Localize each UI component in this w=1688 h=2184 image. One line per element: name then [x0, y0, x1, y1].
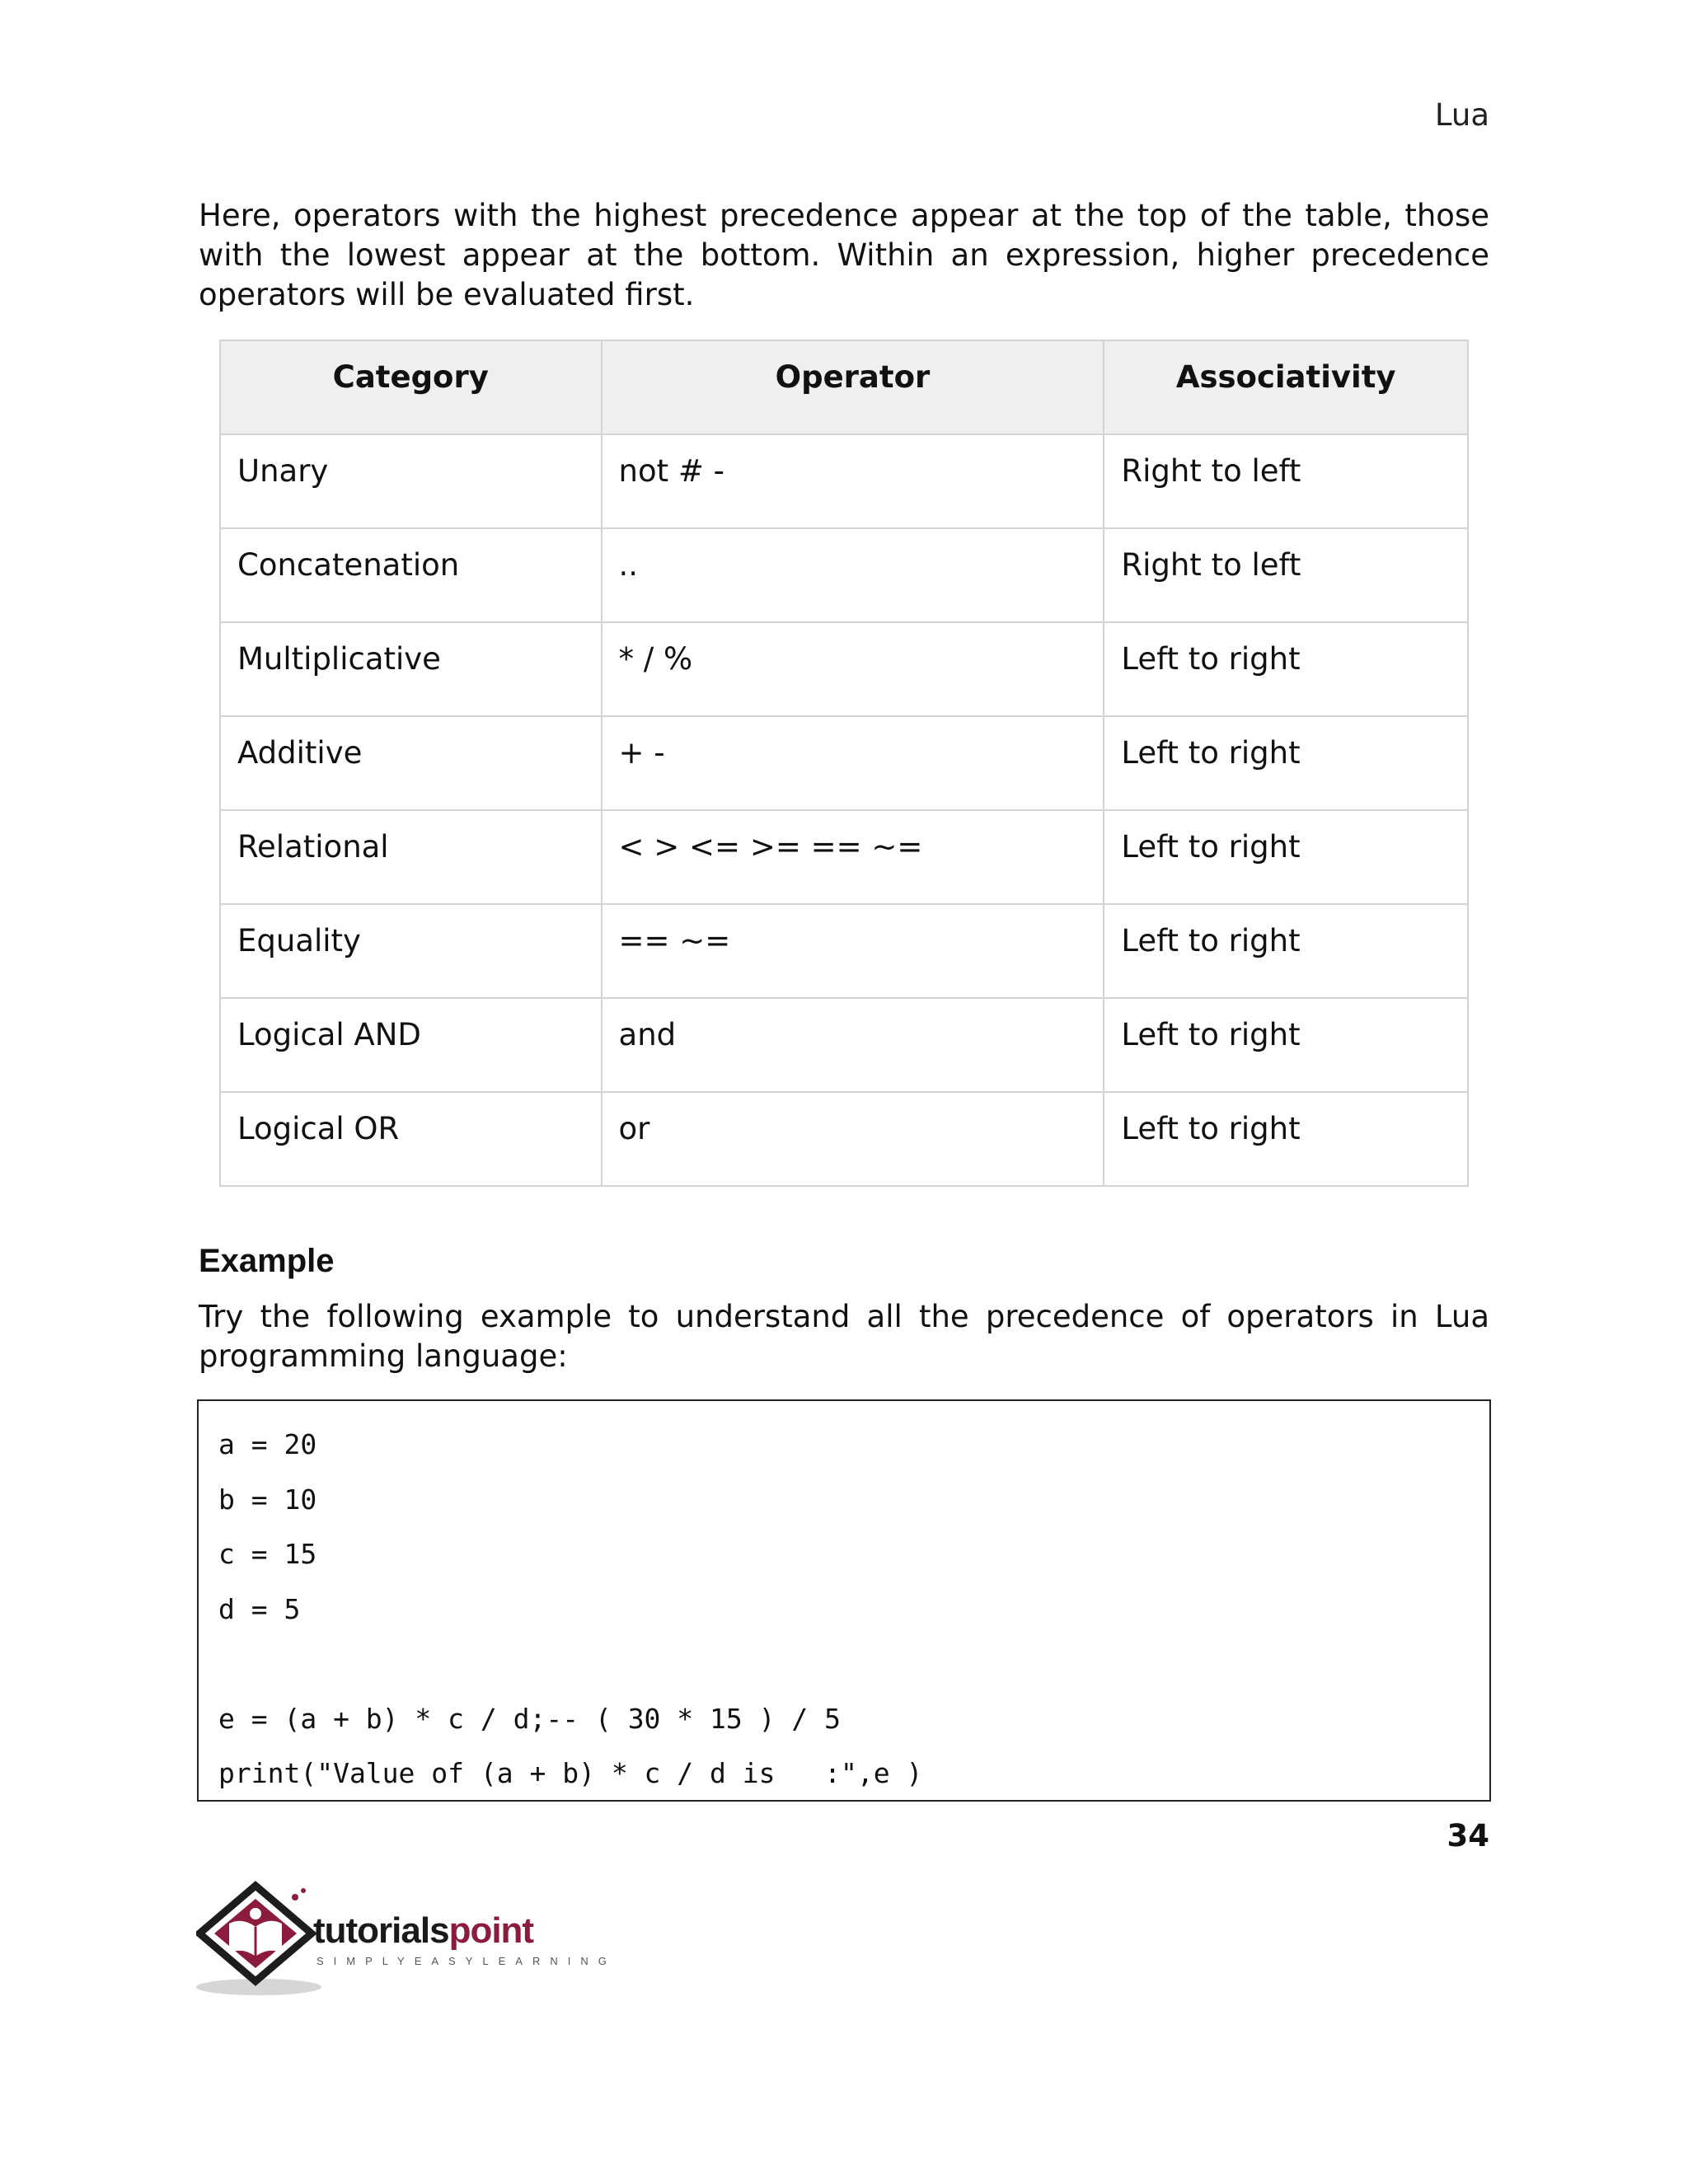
- table-row: [220, 434, 1468, 528]
- code-line: e = (a + b) * c / d;-- ( 30 * 15 ) / 5: [218, 1702, 841, 1735]
- example-description: Try the following example to understand all the precedence of operators in Lua programming language:: [199, 1299, 1489, 1374]
- logo-wordmark: [313, 1910, 533, 1952]
- operator-cell: == ~=: [602, 904, 1104, 998]
- page-header-title: Lua: [1434, 97, 1489, 133]
- code-line: print("Value of (a + b) * c / d is :",e ): [218, 1757, 923, 1789]
- category-cell: Concatenation: [220, 528, 602, 622]
- operator-cell: ..: [602, 528, 1104, 622]
- code-line: c = 15: [218, 1538, 317, 1570]
- table-row: [220, 904, 1468, 998]
- example-heading: Example: [199, 1243, 335, 1279]
- associativity-cell: Left to right: [1104, 998, 1468, 1092]
- table-row: [220, 622, 1468, 716]
- table-row: [220, 998, 1468, 1092]
- associativity-cell: Right to left: [1104, 434, 1468, 528]
- table-row: [220, 528, 1468, 622]
- operator-cell: + -: [602, 716, 1104, 810]
- operator-cell: or: [602, 1092, 1104, 1186]
- precedence-table: [219, 340, 1469, 1187]
- logo-book-icon: [196, 1877, 328, 2001]
- code-line: d = 5: [218, 1592, 301, 1625]
- code-block[interactable]: [197, 1399, 1491, 1802]
- associativity-cell: Left to right: [1104, 810, 1468, 904]
- operator-cell: < > <= >= == ~=: [602, 810, 1104, 904]
- category-cell: Multiplicative: [220, 622, 602, 716]
- intro-paragraph: Here, operators with the highest precedence appear at the top of the table, those with the lowest appear at the bottom. Within an expression, higher precedence operators will be evaluated first.: [199, 198, 1489, 312]
- code-line: a = 20: [218, 1428, 317, 1460]
- column-header-category: Category: [220, 340, 602, 434]
- table-row: [220, 810, 1468, 904]
- operator-cell: * / %: [602, 622, 1104, 716]
- page-number: 34: [1447, 1818, 1489, 1854]
- associativity-cell: Right to left: [1104, 528, 1468, 622]
- category-cell: Logical OR: [220, 1092, 602, 1186]
- associativity-cell: Left to right: [1104, 716, 1468, 810]
- table-row: [220, 716, 1468, 810]
- code-line: b = 10: [218, 1483, 317, 1516]
- operator-cell: and: [602, 998, 1104, 1092]
- associativity-cell: Left to right: [1104, 904, 1468, 998]
- category-cell: Logical AND: [220, 998, 602, 1092]
- category-cell: Relational: [220, 810, 602, 904]
- associativity-cell: Left to right: [1104, 622, 1468, 716]
- logo-tagline: SIMPLYEASYLEARNING: [316, 1955, 617, 1967]
- operator-cell: not # -: [602, 434, 1104, 528]
- column-header-operator: Operator: [602, 340, 1104, 434]
- associativity-cell: Left to right: [1104, 1092, 1468, 1186]
- column-header-associativity: Associativity: [1104, 340, 1468, 434]
- category-cell: Additive: [220, 716, 602, 810]
- table-header-row: [220, 340, 1468, 434]
- logo-word-point: point: [448, 1910, 534, 1951]
- tutorialspoint-logo: [196, 1877, 617, 2001]
- code-line: [218, 1637, 1470, 1692]
- category-cell: Equality: [220, 904, 602, 998]
- category-cell: Unary: [220, 434, 602, 528]
- logo-word-tutorials: tutorials: [313, 1910, 449, 1951]
- table-row: [220, 1092, 1468, 1186]
